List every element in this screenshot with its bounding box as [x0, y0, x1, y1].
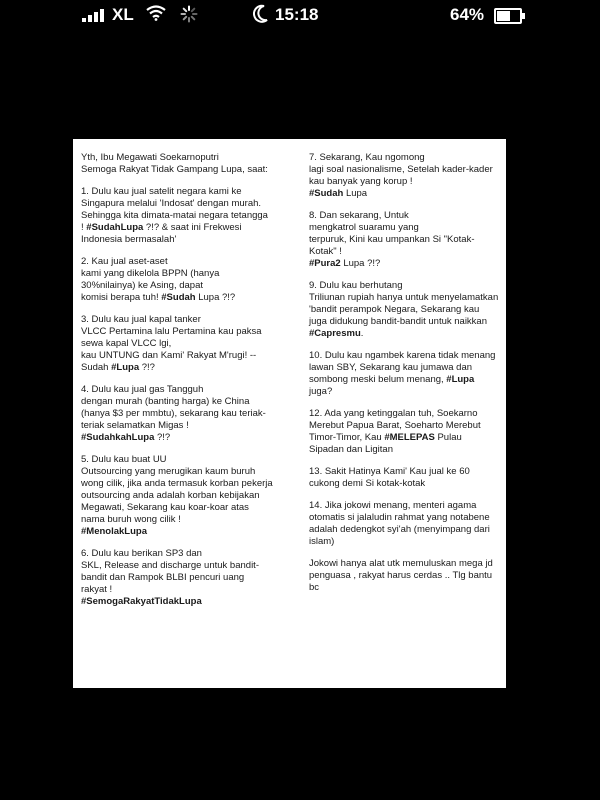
note-line: kami yang dikelola BPPN (hanya [81, 268, 220, 279]
note-line: Yth, Ibu Megawati Soekarnoputri [81, 152, 219, 163]
note-line: 13. Sakit Hatinya Kami' Kau jual ke 60 [309, 466, 470, 477]
battery-percent: 64% [450, 5, 485, 24]
clock-time: 15:18 [275, 5, 319, 24]
note-line: outsourcing anda adalah korban kebijakan [81, 490, 260, 501]
note-line: nama buruh wong cilik ! [81, 514, 181, 525]
note-line: kau banyak yang korup ! [309, 176, 413, 187]
left-column [81, 152, 303, 618]
note-line: Sehingga kita dimata-matai negara tetangga [81, 210, 268, 221]
note-line: 2. Kau jual aset-aset [81, 256, 168, 267]
note-line: Megawati, Sekarang kau koar-koar atas [81, 502, 249, 513]
note-line: teriak selamatkan Migas ! [81, 420, 189, 431]
note-line: 9. Dulu kau berhutang [309, 280, 403, 291]
note-line: 3. Dulu kau jual kapal tanker [81, 314, 201, 325]
note-line: bc [309, 582, 320, 593]
note-line: 5. Dulu kau buat UU [81, 454, 167, 465]
note-item [309, 152, 501, 200]
note-line: #MenolakLupa [81, 526, 147, 537]
note-line: sombong meski belum menang, #Lupa [309, 374, 475, 385]
note-line: 10. Dulu kau ngambek karena tidak menang [309, 350, 496, 361]
moon-icon [253, 4, 269, 29]
note-line: terpuruk, Kini kau umpankan Si "Kotak- [309, 234, 475, 245]
note-line: kau UNTUNG dan Kami' Rakyat M'rugi! -- [81, 350, 257, 361]
note-item [309, 210, 501, 270]
note-line: 30%nilainya) ke Asing, dapat [81, 280, 203, 291]
signal-icon [82, 8, 108, 22]
note-line: #SudahkahLupa ?!? [81, 432, 171, 443]
note-item [309, 466, 501, 490]
note-item [81, 152, 303, 176]
note-line: 12. Ada yang ketinggalan tuh, Soekarno [309, 408, 478, 419]
note-line: VLCC Pertamina lalu Pertamina kau paksa [81, 326, 262, 337]
note-item [81, 186, 303, 246]
note-line: mengkatrol suaramu yang [309, 222, 419, 233]
note-line: islam) [309, 536, 335, 547]
note-line: (hanya $3 per mmbtu), sekarang kau teriak- [81, 408, 266, 419]
note-line: dengan murah (banting harga) ke China [81, 396, 250, 407]
note-line: wong cilik, jika anda termasuk korban pekerja [81, 478, 273, 489]
note-line: Sipadan dan Ligitan [309, 444, 393, 455]
note-line: 6. Dulu kau berikan SP3 dan [81, 548, 202, 559]
note-line: #SemogaRakyatTidakLupa [81, 596, 202, 607]
note-item [309, 350, 501, 398]
note-item [81, 256, 303, 304]
note-line: #Sudah Lupa [309, 188, 368, 199]
note-line: cukong demi Si kotak-kotak [309, 478, 426, 489]
note-line: penguasa , rakyat harus cerdas .. Tlg bantu [309, 570, 493, 581]
battery-icon [494, 8, 522, 24]
note-line: 7. Sekarang, Kau ngomong [309, 152, 425, 163]
note-line: Kotak" ! [309, 246, 342, 257]
note-item [309, 280, 501, 340]
note-line: Merebut Papua Barat, Soeharto Merebut [309, 420, 481, 431]
note-line: 1. Dulu kau jual satelit negara kami ke [81, 186, 242, 197]
note-line: 14. Jika jokowi menang, menteri agama [309, 500, 477, 511]
note-line: rakyat ! [81, 584, 113, 595]
note-line: komisi berapa tuh! #Sudah Lupa ?!? [81, 292, 236, 303]
note-line: Triliunan rupiah hanya untuk menyelamatkan [309, 292, 499, 303]
note-item [309, 500, 501, 548]
note-line: Timor-Timor, Kau #MELEPAS Pulau [309, 432, 462, 443]
note-line: lawan SBY, Sekarang kau jumawa dan [309, 362, 473, 373]
note-line: Sudah #Lupa ?!? [81, 362, 155, 373]
note-line: juga? [309, 386, 333, 397]
note-item [81, 384, 303, 444]
loading-spinner-icon [180, 5, 198, 28]
text-image-card [73, 139, 506, 688]
note-line: Semoga Rakyat Tidak Gampang Lupa, saat: [81, 164, 268, 175]
note-line: 8. Dan sekarang, Untuk [309, 210, 409, 221]
note-line: juga didukung bandit-bandit untuk naikkan [309, 316, 487, 327]
note-line: otomatis si jalaludin rahmat yang notabene [309, 512, 490, 523]
note-line: adalah dedengkot syi'ah (menyimpang dari [309, 524, 490, 535]
note-line: 'bandit perampok Negara, Sekarang kau [309, 304, 480, 315]
note-item [309, 408, 501, 456]
note-item [81, 454, 303, 538]
note-line: 4. Dulu kau jual gas Tangguh [81, 384, 204, 395]
note-item [309, 558, 501, 594]
note-line: #Pura2 Lupa ?!? [309, 258, 381, 269]
note-line: Indonesia bermasalah' [81, 234, 177, 245]
note-line: Singapura melalui 'Indosat' dengan murah. [81, 198, 262, 209]
note-line: lagi soal nasionalisme, Setelah kader-kader [309, 164, 493, 175]
note-item [81, 548, 303, 608]
note-item [81, 314, 303, 374]
note-line: #Capresmu. [309, 328, 364, 339]
status-bar [0, 0, 600, 30]
note-line: Jokowi hanya alat utk memuluskan mega jd [309, 558, 493, 569]
note-line: SKL, Release and discharge untuk bandit- [81, 560, 259, 571]
carrier-name: XL [112, 5, 134, 24]
wifi-icon [146, 5, 166, 26]
note-line: ! #SudahLupa ?!? & saat ini Frekwesi [81, 222, 242, 233]
note-line: bandit dan Rampok BLBI pencuri uang [81, 572, 245, 583]
note-line: Outsourcing yang merugikan kaum buruh [81, 466, 256, 477]
note-line: sewa kapal VLCC lgi, [81, 338, 172, 349]
right-column [309, 152, 501, 604]
